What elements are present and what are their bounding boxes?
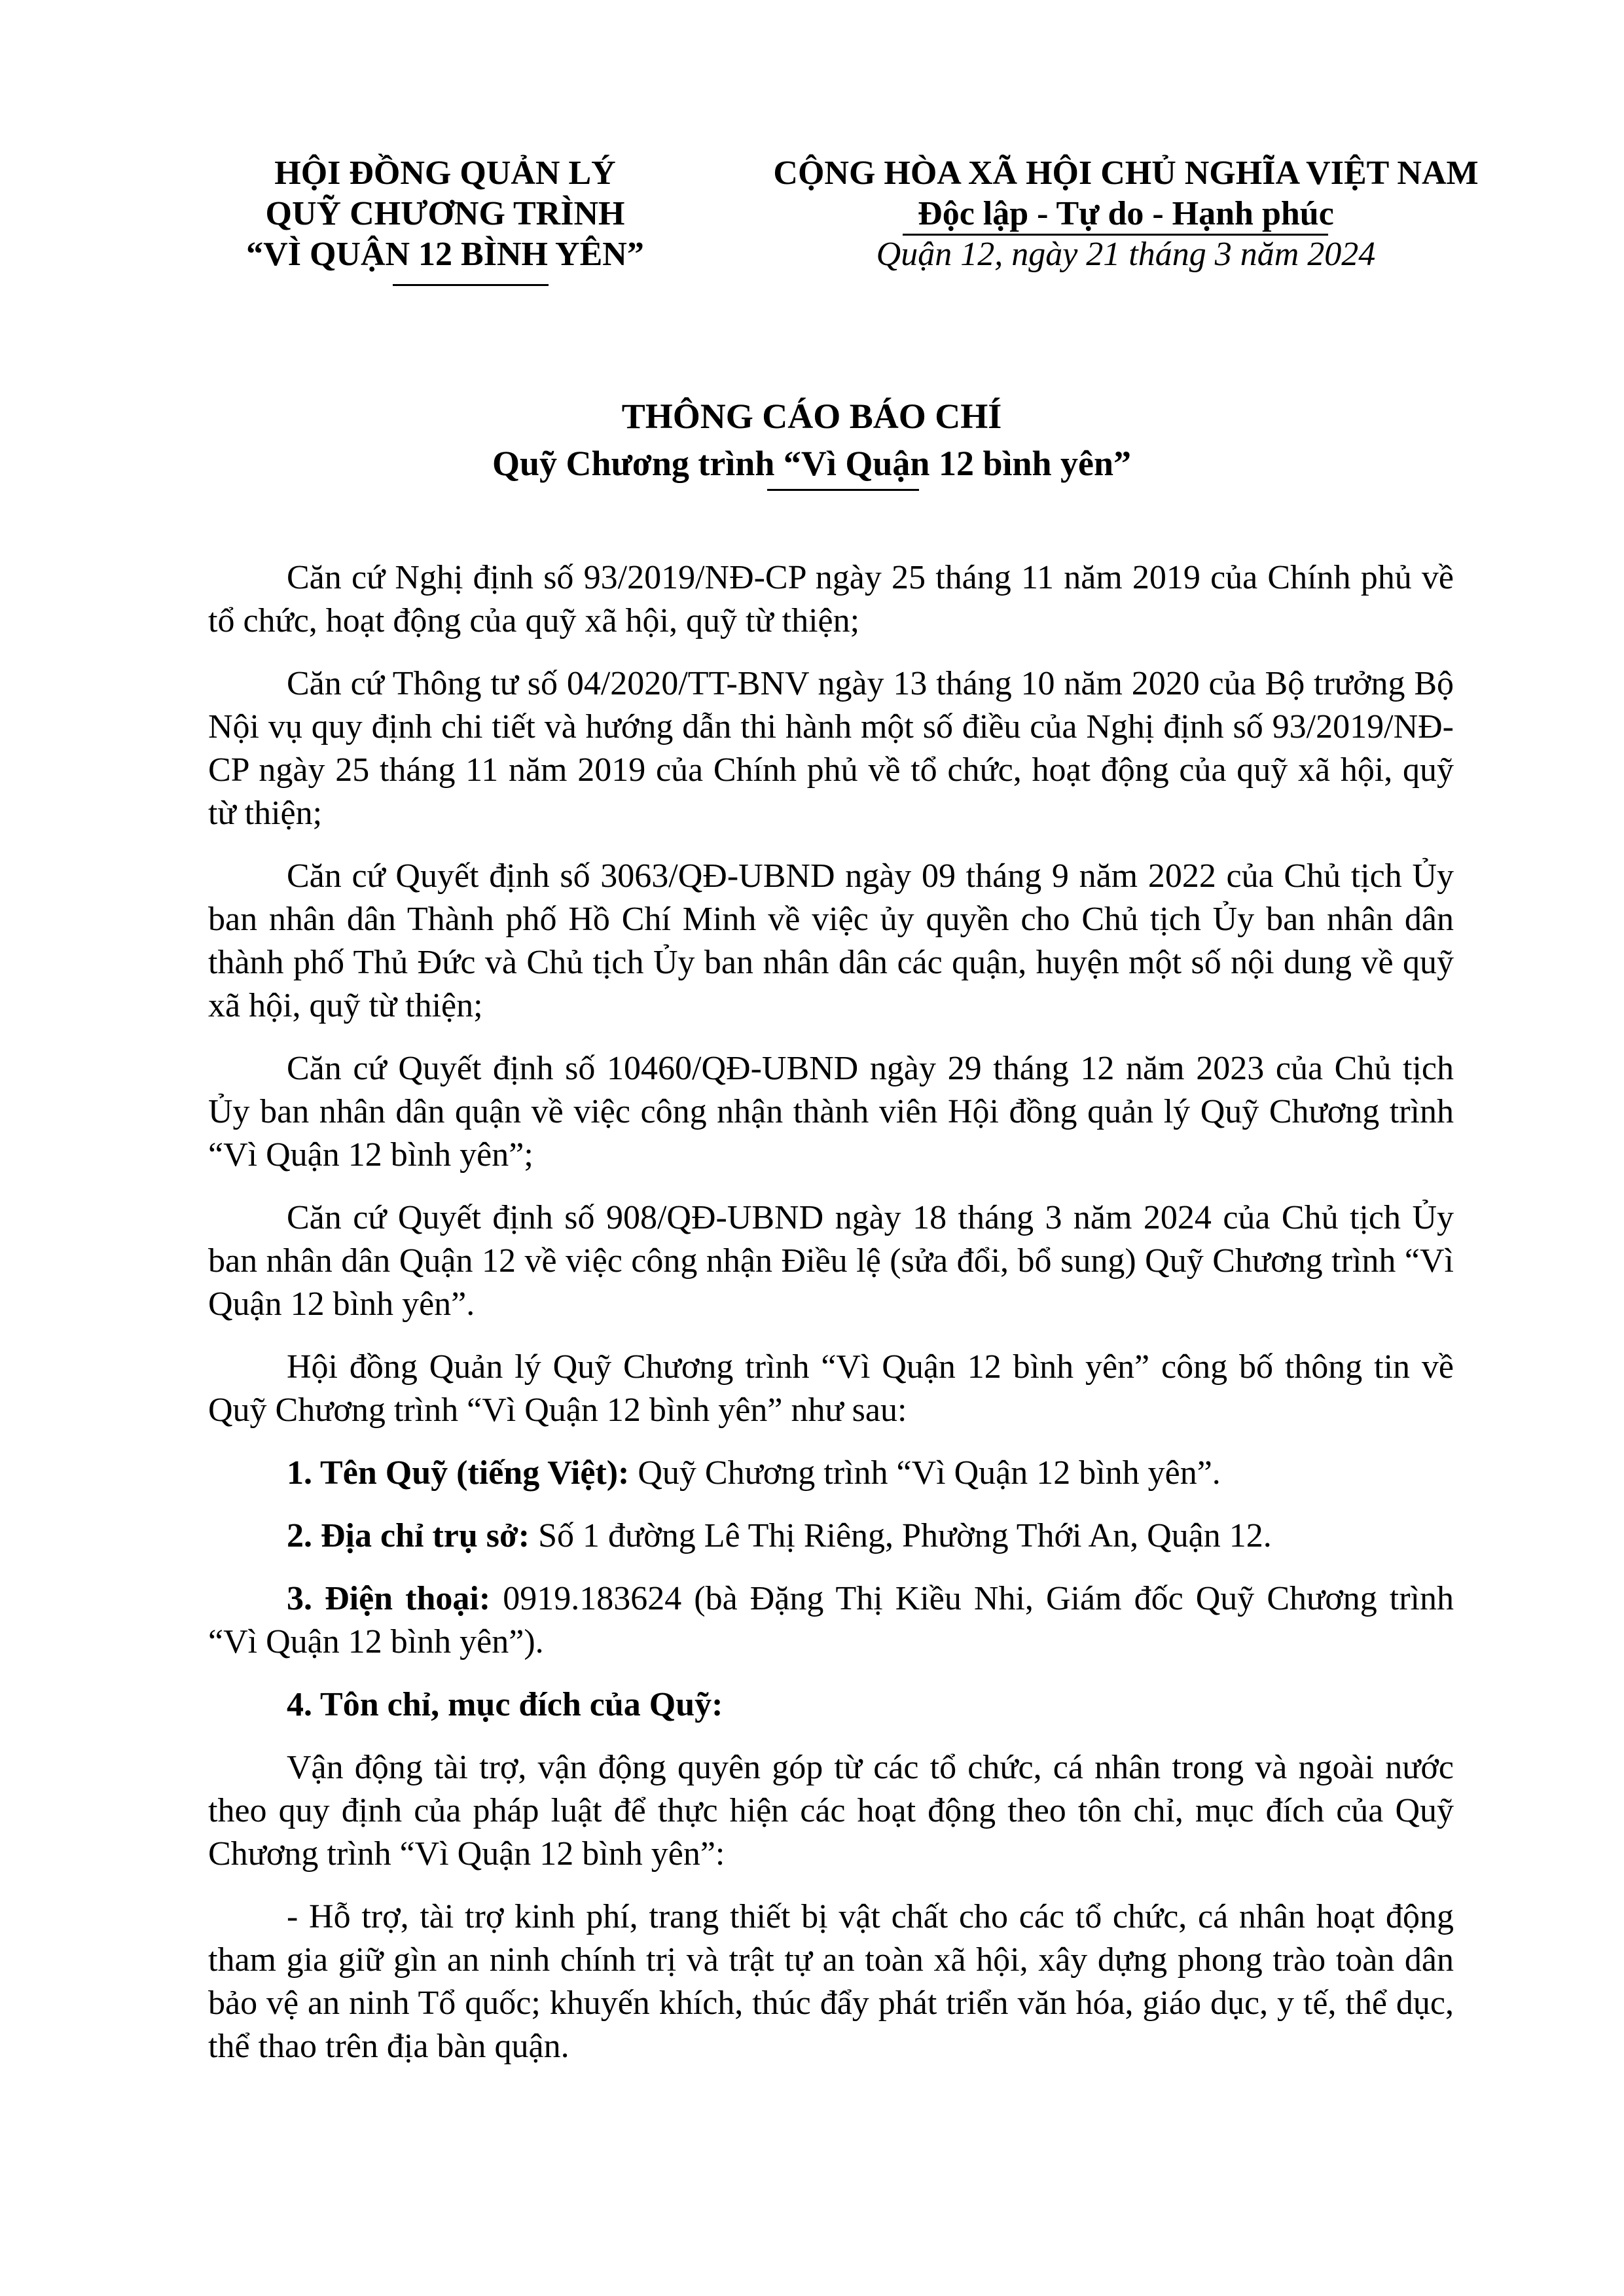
item-address — [208, 1515, 1454, 1558]
item-address-label: 2. Địa chỉ trụ sở: — [287, 1517, 530, 1554]
org-line-2: QUỸ CHƯƠNG TRÌNH — [265, 195, 625, 232]
item-fund-name-text: Quỹ Chương trình “Vì Quận 12 bình yên”. — [629, 1454, 1221, 1492]
issuing-organization — [196, 153, 694, 275]
paragraph-purpose: Vận động tài trợ, vận động quyên góp từ các tổ chức, cá nhân trong và ngoài nước theo quy định của pháp luật để thực hiện các hoạt động theo tôn chỉ, mục đích của Quỹ Chương trình “Vì Quận 12 bình yên”: — [208, 1749, 1454, 1873]
paragraph-basis-4: Căn cứ Quyết định số 10460/QĐ-UBND ngày 29 tháng 12 năm 2023 của Chủ tịch Ủy ban nhân dân quận về việc công nhận thành viên Hội đồng quản lý Quỹ Chương trình “Vì Quận 12 bình yên”; — [208, 1050, 1454, 1174]
paragraph-basis-5: Căn cứ Quyết định số 908/QĐ-UBND ngày 18 tháng 3 năm 2024 của Chủ tịch Ủy ban nhân dân Quận 12 về việc công nhận Điều lệ (sửa đổi, bổ sung) Quỹ Chương trình “Vì Quận 12 bình yên”. — [208, 1199, 1454, 1323]
item-purpose — [208, 1683, 1454, 1727]
title-main: THÔNG CÁO BÁO CHÍ — [621, 397, 1002, 436]
org-line-1: HỘI ĐỒNG QUẢN LÝ — [274, 154, 616, 192]
paragraph-basis-1: Căn cứ Nghị định số 93/2019/NĐ-CP ngày 25 tháng 11 năm 2019 của Chính phủ về tổ chức, hoạt động của quỹ xã hội, quỹ từ thiện; — [208, 559, 1454, 639]
paragraph-basis-2: Căn cứ Thông tư số 04/2020/TT-BNV ngày 13 tháng 10 năm 2020 của Bộ trưởng Bộ Nội vụ quy định chi tiết và hướng dẫn thi hành một số điều của Nghị định số 93/2019/NĐ-CP ngày 25 tháng 11 năm 2019 của Chính phủ về tổ chức, hoạt động của quỹ xã hội, quỹ từ thiện; — [208, 665, 1454, 832]
motto-underline — [903, 234, 1328, 236]
item-purpose-label: 4. Tôn chỉ, mục đích của Quỹ: — [287, 1686, 723, 1723]
org-line-3: “VÌ QUẬN 12 BÌNH YÊN” — [246, 236, 644, 273]
nation-name: CỘNG HÒA XÃ HỘI CHỦ NGHĨA VIỆT NAM — [773, 154, 1479, 192]
item-phone — [208, 1577, 1454, 1664]
paragraph-basis-3: Căn cứ Quyết định số 3063/QĐ-UBND ngày 09 tháng 9 năm 2022 của Chủ tịch Ủy ban nhân dân Thành phố Hồ Chí Minh về việc ủy quyền cho Chủ tịch Ủy ban nhân dân thành phố Thủ Đức và Chủ tịch Ủy ban nhân dân các quận, huyện một số nội dung về quỹ xã hội, quỹ từ thiện; — [208, 857, 1454, 1024]
item-phone-text: 0919.183624 (bà Đặng Thị Kiều Nhi, Giám đốc Quỹ Chương trình “Vì Quận 12 bình yên”). — [208, 1580, 1454, 1660]
place-date: Quận 12, ngày 21 tháng 3 năm 2024 — [876, 236, 1376, 273]
document-body — [208, 556, 1454, 2088]
national-motto: Độc lập - Tự do - Hạnh phúc — [918, 195, 1334, 232]
item-address-text: Số 1 đường Lê Thị Riêng, Phường Thới An, Quận 12. — [530, 1517, 1272, 1554]
national-header — [727, 153, 1525, 275]
paragraph-announcement: Hội đồng Quản lý Quỹ Chương trình “Vì Quận 12 bình yên” công bố thông tin về Quỹ Chương trình “Vì Quận 12 bình yên” như sau: — [208, 1348, 1454, 1429]
item-fund-name — [208, 1452, 1454, 1495]
paragraph-support: - Hỗ trợ, tài trợ kinh phí, trang thiết bị vật chất cho các tổ chức, cá nhân hoạt động tham gia giữ gìn an ninh chính trị và trật tự an toàn xã hội, xây dựng phong trào toàn dân bảo vệ an ninh Tổ quốc; khuyến khích, thúc đẩy phát triển văn hóa, giáo dục, y tế, thể dục, thể thao trên địa bàn quận. — [208, 1898, 1454, 2065]
item-phone-label: 3. Điện thoại: — [287, 1580, 491, 1617]
document-title — [196, 393, 1427, 487]
org-underline — [393, 284, 549, 286]
item-fund-name-label: 1. Tên Quỹ (tiếng Việt): — [287, 1454, 630, 1492]
title-sub: Quỹ Chương trình “Vì Quận 12 bình yên” — [492, 444, 1132, 483]
title-underline — [767, 489, 919, 491]
